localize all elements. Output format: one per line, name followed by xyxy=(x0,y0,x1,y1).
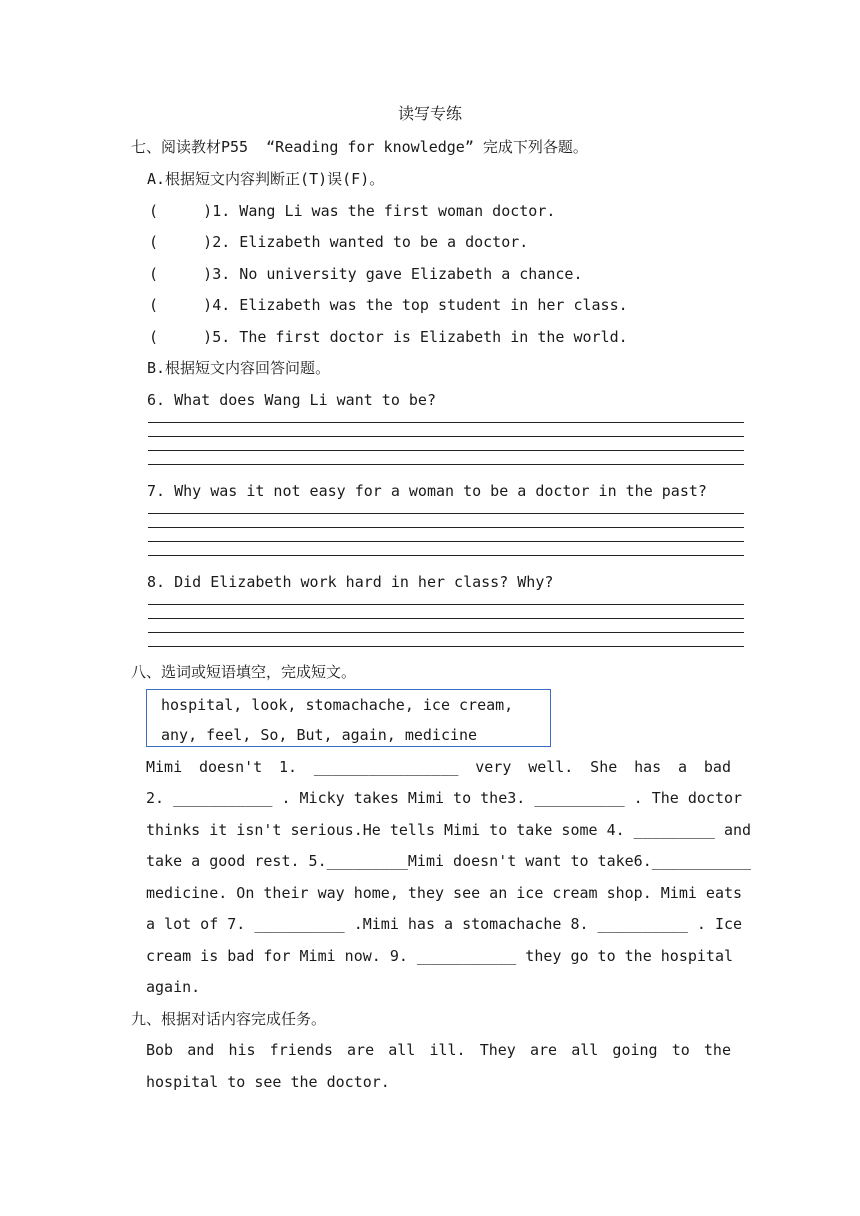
answer-line xyxy=(148,422,744,423)
answer-line xyxy=(148,450,744,451)
section-8-heading: 八、选词或短语填空，完成短文。 xyxy=(131,663,357,681)
question-8: 8. Did Elizabeth work hard in her class? Why? xyxy=(147,573,554,591)
answer-line xyxy=(148,541,744,542)
answer-line xyxy=(148,646,744,647)
part-a-instruction: A.根据短文内容判断正(T)误(F)。 xyxy=(147,170,385,188)
answer-line xyxy=(148,604,744,605)
answer-line xyxy=(148,513,744,514)
passage-line: again. xyxy=(146,978,201,996)
true-false-item: ( )3. No university gave Elizabeth a chance. xyxy=(149,265,583,283)
passage-line: medicine. On their way home, they see an ice cream shop. Mimi eats xyxy=(146,884,743,902)
passage-line: Mimi doesn't 1. ________________ very well. She has a bad xyxy=(146,758,731,776)
section-7-heading: 七、阅读教材P55 “Reading for knowledge” 完成下列各题。 xyxy=(131,138,588,156)
true-false-item: ( )2. Elizabeth wanted to be a doctor. xyxy=(149,233,529,251)
passage-line: cream is bad for Mimi now. 9. ___________ they go to the hospital xyxy=(146,947,733,965)
answer-line xyxy=(148,618,744,619)
true-false-item: ( )5. The first doctor is Elizabeth in the world. xyxy=(149,328,628,346)
section-9-intro-line: Bob and his friends are all ill. They are all going to the xyxy=(146,1041,731,1059)
answer-line xyxy=(148,464,744,465)
page-title: 读写专练 xyxy=(397,104,462,123)
answer-line xyxy=(148,632,744,633)
section-9-intro-line: hospital to see the doctor. xyxy=(146,1073,390,1091)
question-6: 6. What does Wang Li want to be? xyxy=(147,391,436,409)
word-bank-box xyxy=(146,689,551,747)
section-9-heading: 九、根据对话内容完成任务。 xyxy=(131,1010,327,1028)
passage-line: take a good rest. 5._________Mimi doesn't want to take6.___________ xyxy=(146,852,752,870)
word-bank-line: any, feel, So, But, again, medicine xyxy=(161,726,478,744)
passage-line: thinks it isn't serious.He tells Mimi to take some 4. _________ and xyxy=(146,821,752,839)
answer-line xyxy=(148,436,744,437)
answer-line xyxy=(148,527,744,528)
question-7: 7. Why was it not easy for a woman to be a doctor in the past? xyxy=(147,482,707,500)
passage-line: 2. ___________ . Micky takes Mimi to the3. __________ . The doctor xyxy=(146,789,743,807)
true-false-item: ( )1. Wang Li was the first woman doctor. xyxy=(149,202,556,220)
part-b-instruction: B.根据短文内容回答问题。 xyxy=(147,359,331,377)
word-bank-line: hospital, look, stomachache, ice cream, xyxy=(161,696,514,714)
true-false-item: ( )4. Elizabeth was the top student in her class. xyxy=(149,296,628,314)
answer-line xyxy=(148,555,744,556)
passage-line: a lot of 7. __________ .Mimi has a stomachache 8. __________ . Ice xyxy=(146,915,743,933)
